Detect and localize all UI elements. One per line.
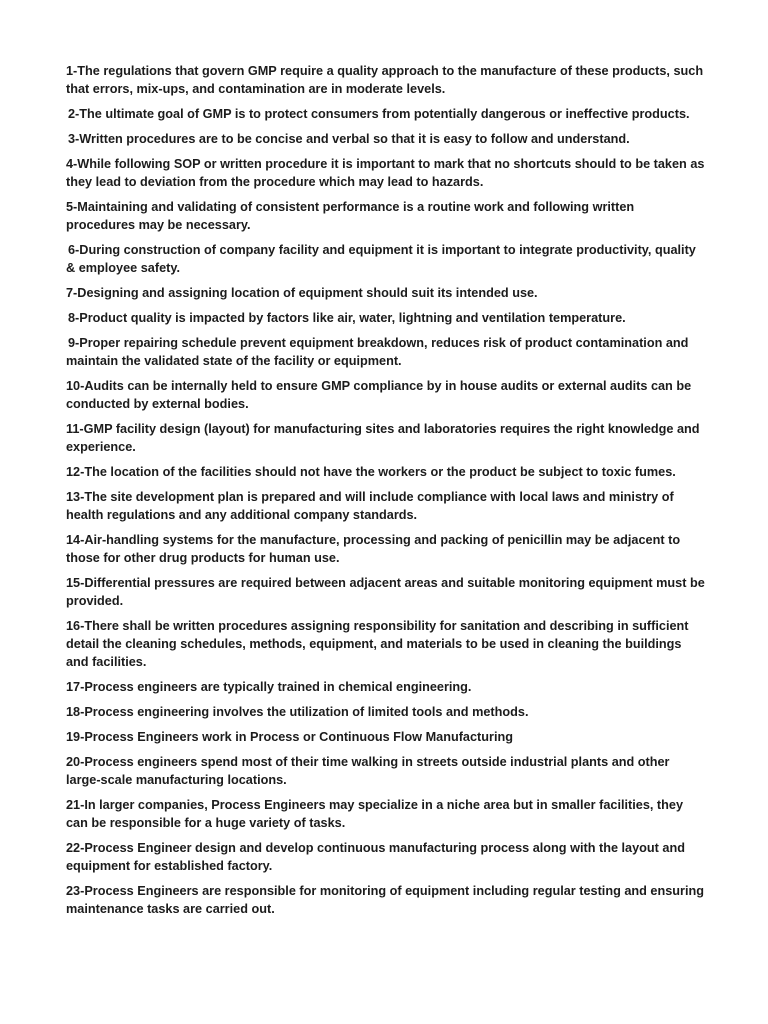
statement-14: 14-Air-handling systems for the manufacture, processing and packing of penicillin may be adjacent to those for other drug products for human use.	[66, 533, 681, 565]
statement-10: 10-Audits can be internally held to ensure GMP compliance by in house audits or external audits can be conducted by external bodies.	[66, 379, 692, 411]
statement-2: 2-The ultimate goal of GMP is to protect consumers from potentially dangerous or ineffective products.	[68, 107, 690, 121]
statement-8: 8-Product quality is impacted by factors like air, water, lightning and ventilation temperature.	[68, 311, 626, 325]
statement-23: 23-Process Engineers are responsible for monitoring of equipment including regular testing and ensuring maintenance tasks are carried out.	[66, 884, 705, 916]
statement-22: 22-Process Engineer design and develop continuous manufacturing process along with the layout and equipment for established factory.	[66, 841, 685, 873]
statement-5: 5-Maintaining and validating of consistent performance is a routine work and following written procedures may be necessary.	[66, 200, 635, 232]
statement-list	[66, 62, 706, 925]
statement-18: 18-Process engineering involves the utilization of limited tools and methods.	[66, 705, 529, 719]
statement-12: 12-The location of the facilities should not have the workers or the product be subject to toxic fumes.	[66, 465, 676, 479]
statement-6: 6-During construction of company facility and equipment it is important to integrate productivity, quality & employee safety.	[66, 243, 696, 275]
statement-4: 4-While following SOP or written procedure it is important to mark that no shortcuts should to be taken as they lead to deviation from the procedure which may lead to hazards.	[66, 157, 705, 189]
statement-11: 11-GMP facility design (layout) for manufacturing sites and laboratories requires the right knowledge and experience.	[66, 422, 700, 454]
statement-16: 16-There shall be written procedures assigning responsibility for sanitation and describing in sufficient detail the cleaning schedules, methods, equipment, and materials to be used in cleaning the buildings and facilities.	[66, 619, 689, 669]
statement-15: 15-Differential pressures are required between adjacent areas and suitable monitoring equipment must be provided.	[66, 576, 705, 608]
statement-21: 21-In larger companies, Process Engineers may specialize in a niche area but in smaller facilities, they can be responsible for a huge variety of tasks.	[66, 798, 684, 830]
statement-3: 3-Written procedures are to be concise and verbal so that it is easy to follow and understand.	[68, 132, 630, 146]
statement-20: 20-Process engineers spend most of their time walking in streets outside industrial plants and other large-scale manufacturing locations.	[66, 755, 670, 787]
statement-1: 1-The regulations that govern GMP require a quality approach to the manufacture of these products, such that errors, mix-ups, and contamination are in moderate levels.	[66, 64, 704, 96]
statement-17: 17-Process engineers are typically trained in chemical engineering.	[66, 680, 472, 694]
statement-9: 9-Proper repairing schedule prevent equipment breakdown, reduces risk of product contamination and maintain the validated state of the facility or equipment.	[66, 336, 689, 368]
statement-19: 19-Process Engineers work in Process or Continuous Flow Manufacturing	[66, 730, 513, 744]
statement-7: 7-Designing and assigning location of equipment should suit its intended use.	[66, 286, 538, 300]
statement-13: 13-The site development plan is prepared and will include compliance with local laws and ministry of health regulations and any additional company standards.	[66, 490, 674, 522]
